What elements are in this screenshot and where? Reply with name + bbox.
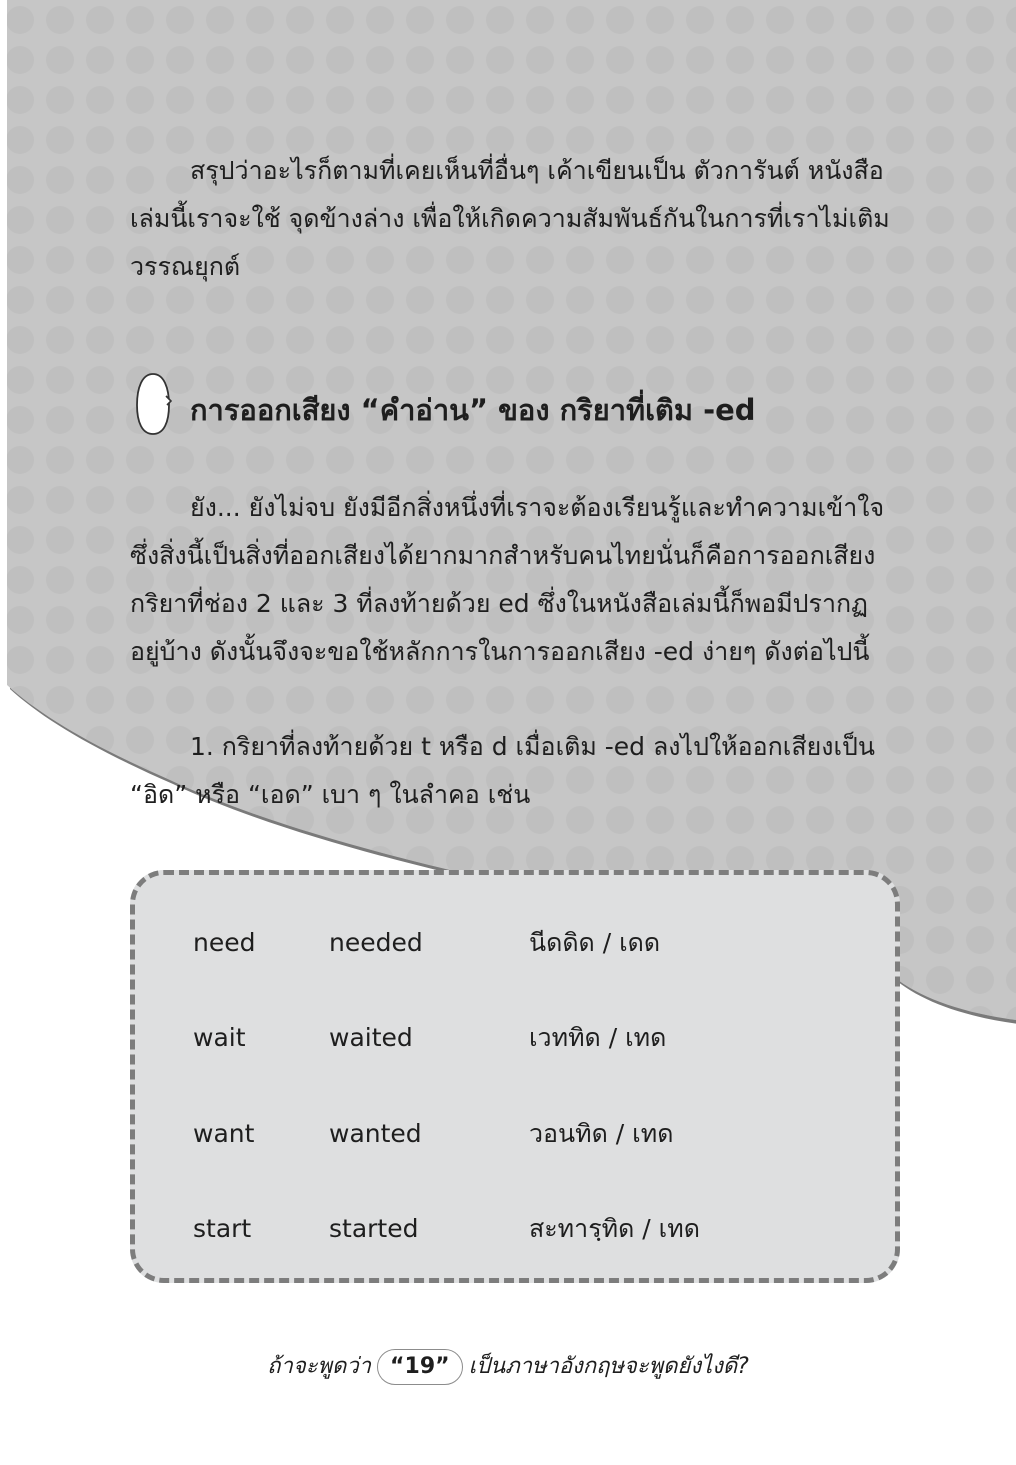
base-verb: want [193,1119,255,1148]
footer-question [0,1347,1016,1387]
summary-line: วรรณยุกต์ [130,252,241,281]
summary-line: เล่มนี้เราจะใช้ จุดข้างล่าง เพื่อให้เกิดความสัมพันธ์กันในการที่เราไม่เติม [130,204,890,233]
intro-line: กริยาที่ช่อง 2 และ 3 ที่ลงท้ายด้วย ed ซึ่งในหนังสือเล่มนี้ก็พอมีปรากฏ [130,589,868,618]
intro-line: ซึ่งสิ่งนี้เป็นสิ่งที่ออกเสียงได้ยากมากสำหรับคนไทยนั่นก็คือการออกเสียง [130,541,876,570]
intro-line: อยู่บ้าง ดังนั้นจึงจะขอใช้หลักการในการออกเสียง -ed ง่ายๆ ดังต่อไปนี้ [130,637,870,666]
intro-paragraph [130,484,900,676]
base-verb: need [193,928,256,957]
thai-reading: นีดดิด / เดด [529,928,661,957]
thai-reading: วอนทิด / เทด [529,1119,674,1148]
past-verb: wanted [329,1119,422,1148]
footer-text-after: เป็นภาษาอังกฤษจะพูดยังไงดี? [468,1354,749,1379]
section-heading: การออกเสียง “คำอ่าน” ของ กริยาที่เติม -ed [190,393,756,427]
past-verb: needed [329,928,423,957]
number-bubble: “19” [377,1349,463,1385]
rule-line: 1. กริยาที่ลงท้ายด้วย t หรือ d เมื่อเติม -ed ลงไปให้ออกเสียงเป็น [190,732,875,761]
table-row [135,1014,895,1062]
rule-1-paragraph [130,723,900,819]
past-verb: waited [329,1023,413,1052]
table-row [135,1110,895,1158]
summary-line: สรุปว่าอะไรก็ตามที่เคยเห็นที่อื่นๆ เค้าเขียนเป็น ตัวการันต์ หนังสือ [190,156,884,185]
summary-paragraph [130,147,900,291]
intro-line: ยัง... ยังไม่จบ ยังมีอีกสิ่งหนึ่งที่เราจะต้องเรียนรู้และทำความเข้าใจ [190,493,885,522]
footer-text-before: ถ้าจะพูดว่า [267,1354,372,1379]
past-verb: started [329,1214,419,1243]
base-verb: start [193,1214,252,1243]
speech-bubble-icon [134,370,172,440]
table-row [135,919,895,967]
table-row [135,1205,895,1253]
base-verb: wait [193,1023,246,1052]
rule-line: “อิด” หรือ “เอด” เบา ๆ ในลำคอ เช่น [130,780,531,809]
thai-reading: เวททิด / เทด [529,1023,667,1052]
thai-reading: สะทารฺทิด / เทด [529,1214,700,1243]
example-word-table [130,870,900,1283]
